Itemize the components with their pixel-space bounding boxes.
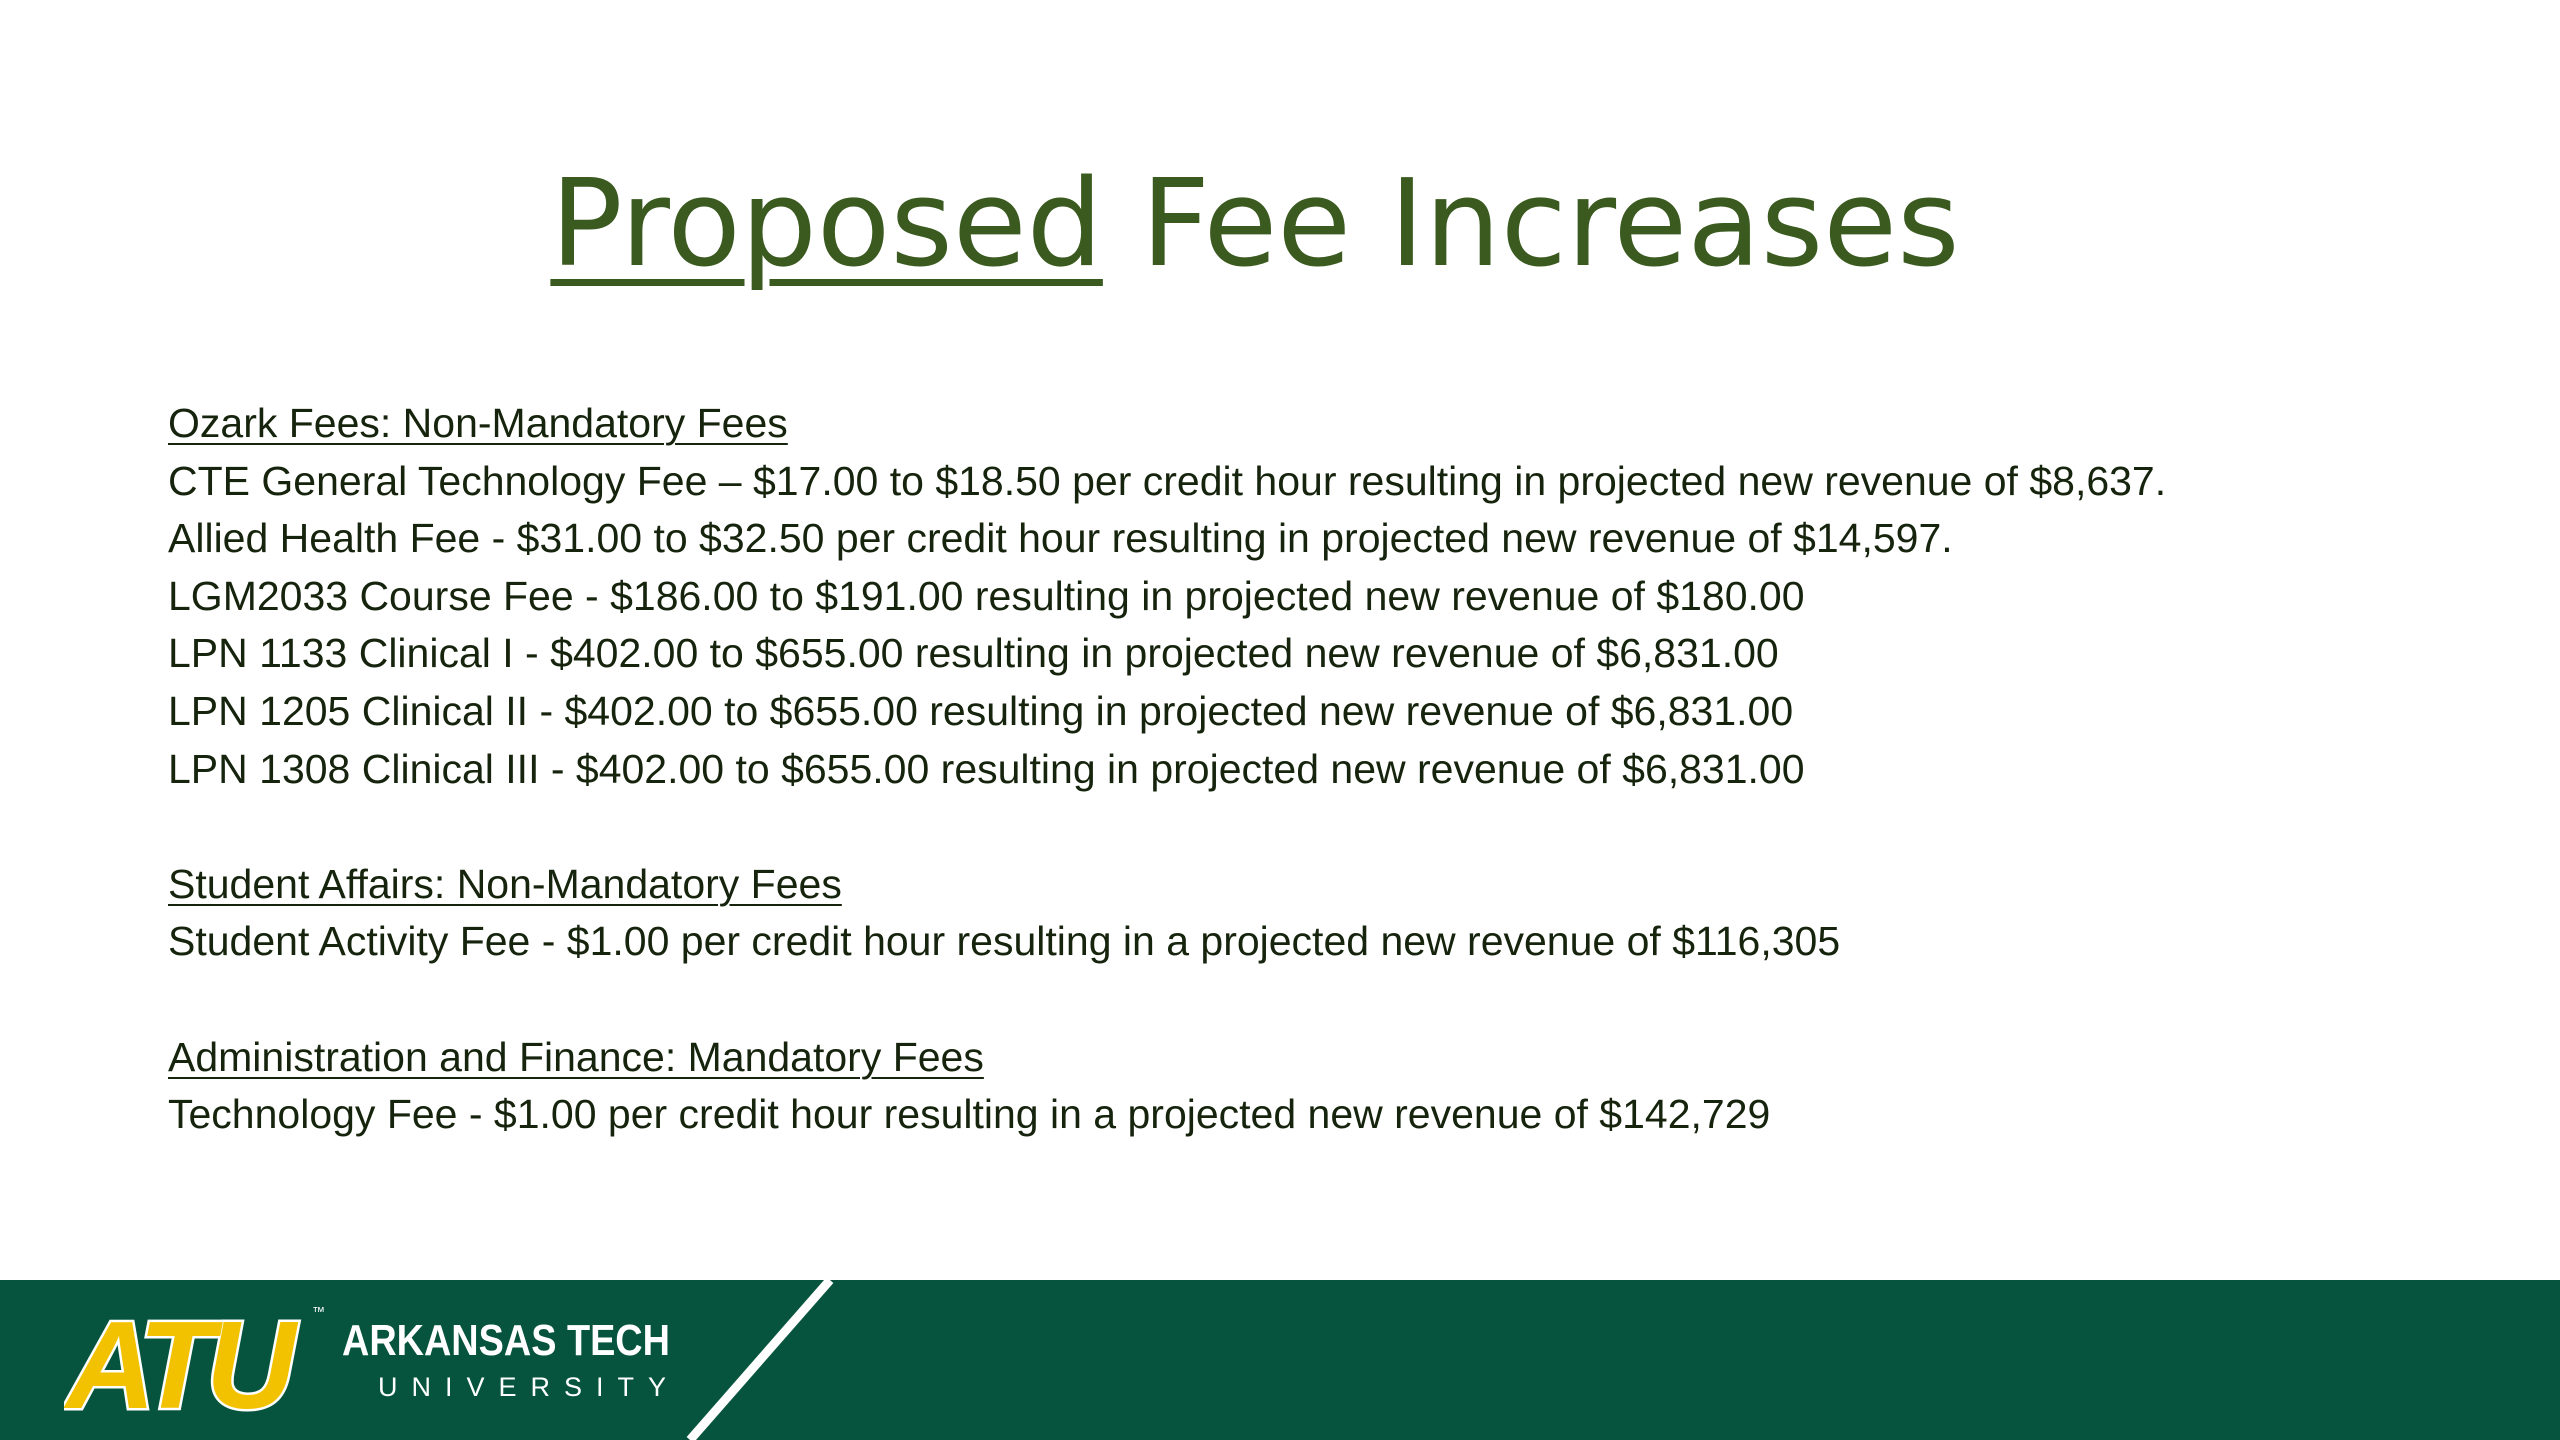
fee-section-administration	[168, 1029, 2468, 1144]
fee-line: LPN 1308 Clinical III - $402.00 to $655.00 resulting in projected new revenue of $6,831.00	[168, 745, 1805, 792]
fee-list	[168, 395, 2468, 1144]
logo-letters: ATU	[66, 1302, 288, 1420]
slide-title-rest: Fee Increases	[1102, 155, 1960, 294]
fee-line: LGM2033 Course Fee - $186.00 to $191.00 resulting in projected new revenue of $180.00	[168, 572, 1805, 619]
university-subtitle: UNIVERSITY	[378, 1372, 681, 1402]
trademark-symbol: ™	[312, 1304, 325, 1319]
section-heading: Ozark Fees: Non-Mandatory Fees	[168, 400, 788, 446]
section-heading: Administration and Finance: Mandatory Fees	[168, 1033, 984, 1080]
slide-title-underlined: Proposed	[550, 155, 1103, 294]
fee-line: CTE General Technology Fee – $17.00 to $18.50 per credit hour resulting in projected new revenue of $8,637.	[168, 457, 2167, 504]
section-heading: Student Affairs: Non-Mandatory Fees	[168, 860, 842, 907]
fee-line: Technology Fee - $1.00 per credit hour resulting in a projected new revenue of $142,729	[168, 1091, 1771, 1138]
fee-line: Allied Health Fee - $31.00 to $32.50 per credit hour resulting in projected new revenue of $14,597.	[168, 515, 1953, 562]
footer-bar	[0, 1280, 2560, 1440]
university-name: ARKANSAS TECH	[342, 1316, 670, 1365]
fee-line: LPN 1133 Clinical I - $402.00 to $655.00 resulting in projected new revenue of $6,831.00	[168, 630, 1779, 677]
atu-logo-icon	[64, 1302, 324, 1420]
fee-section-ozark	[168, 395, 2468, 798]
fee-section-student-affairs	[168, 856, 2468, 971]
fee-line: Student Activity Fee - $1.00 per credit hour resulting in a projected new revenue of $116,305	[168, 918, 1841, 965]
fee-line: LPN 1205 Clinical II - $402.00 to $655.00 resulting in projected new revenue of $6,831.00	[168, 687, 1794, 734]
slide-title	[0, 140, 2510, 310]
